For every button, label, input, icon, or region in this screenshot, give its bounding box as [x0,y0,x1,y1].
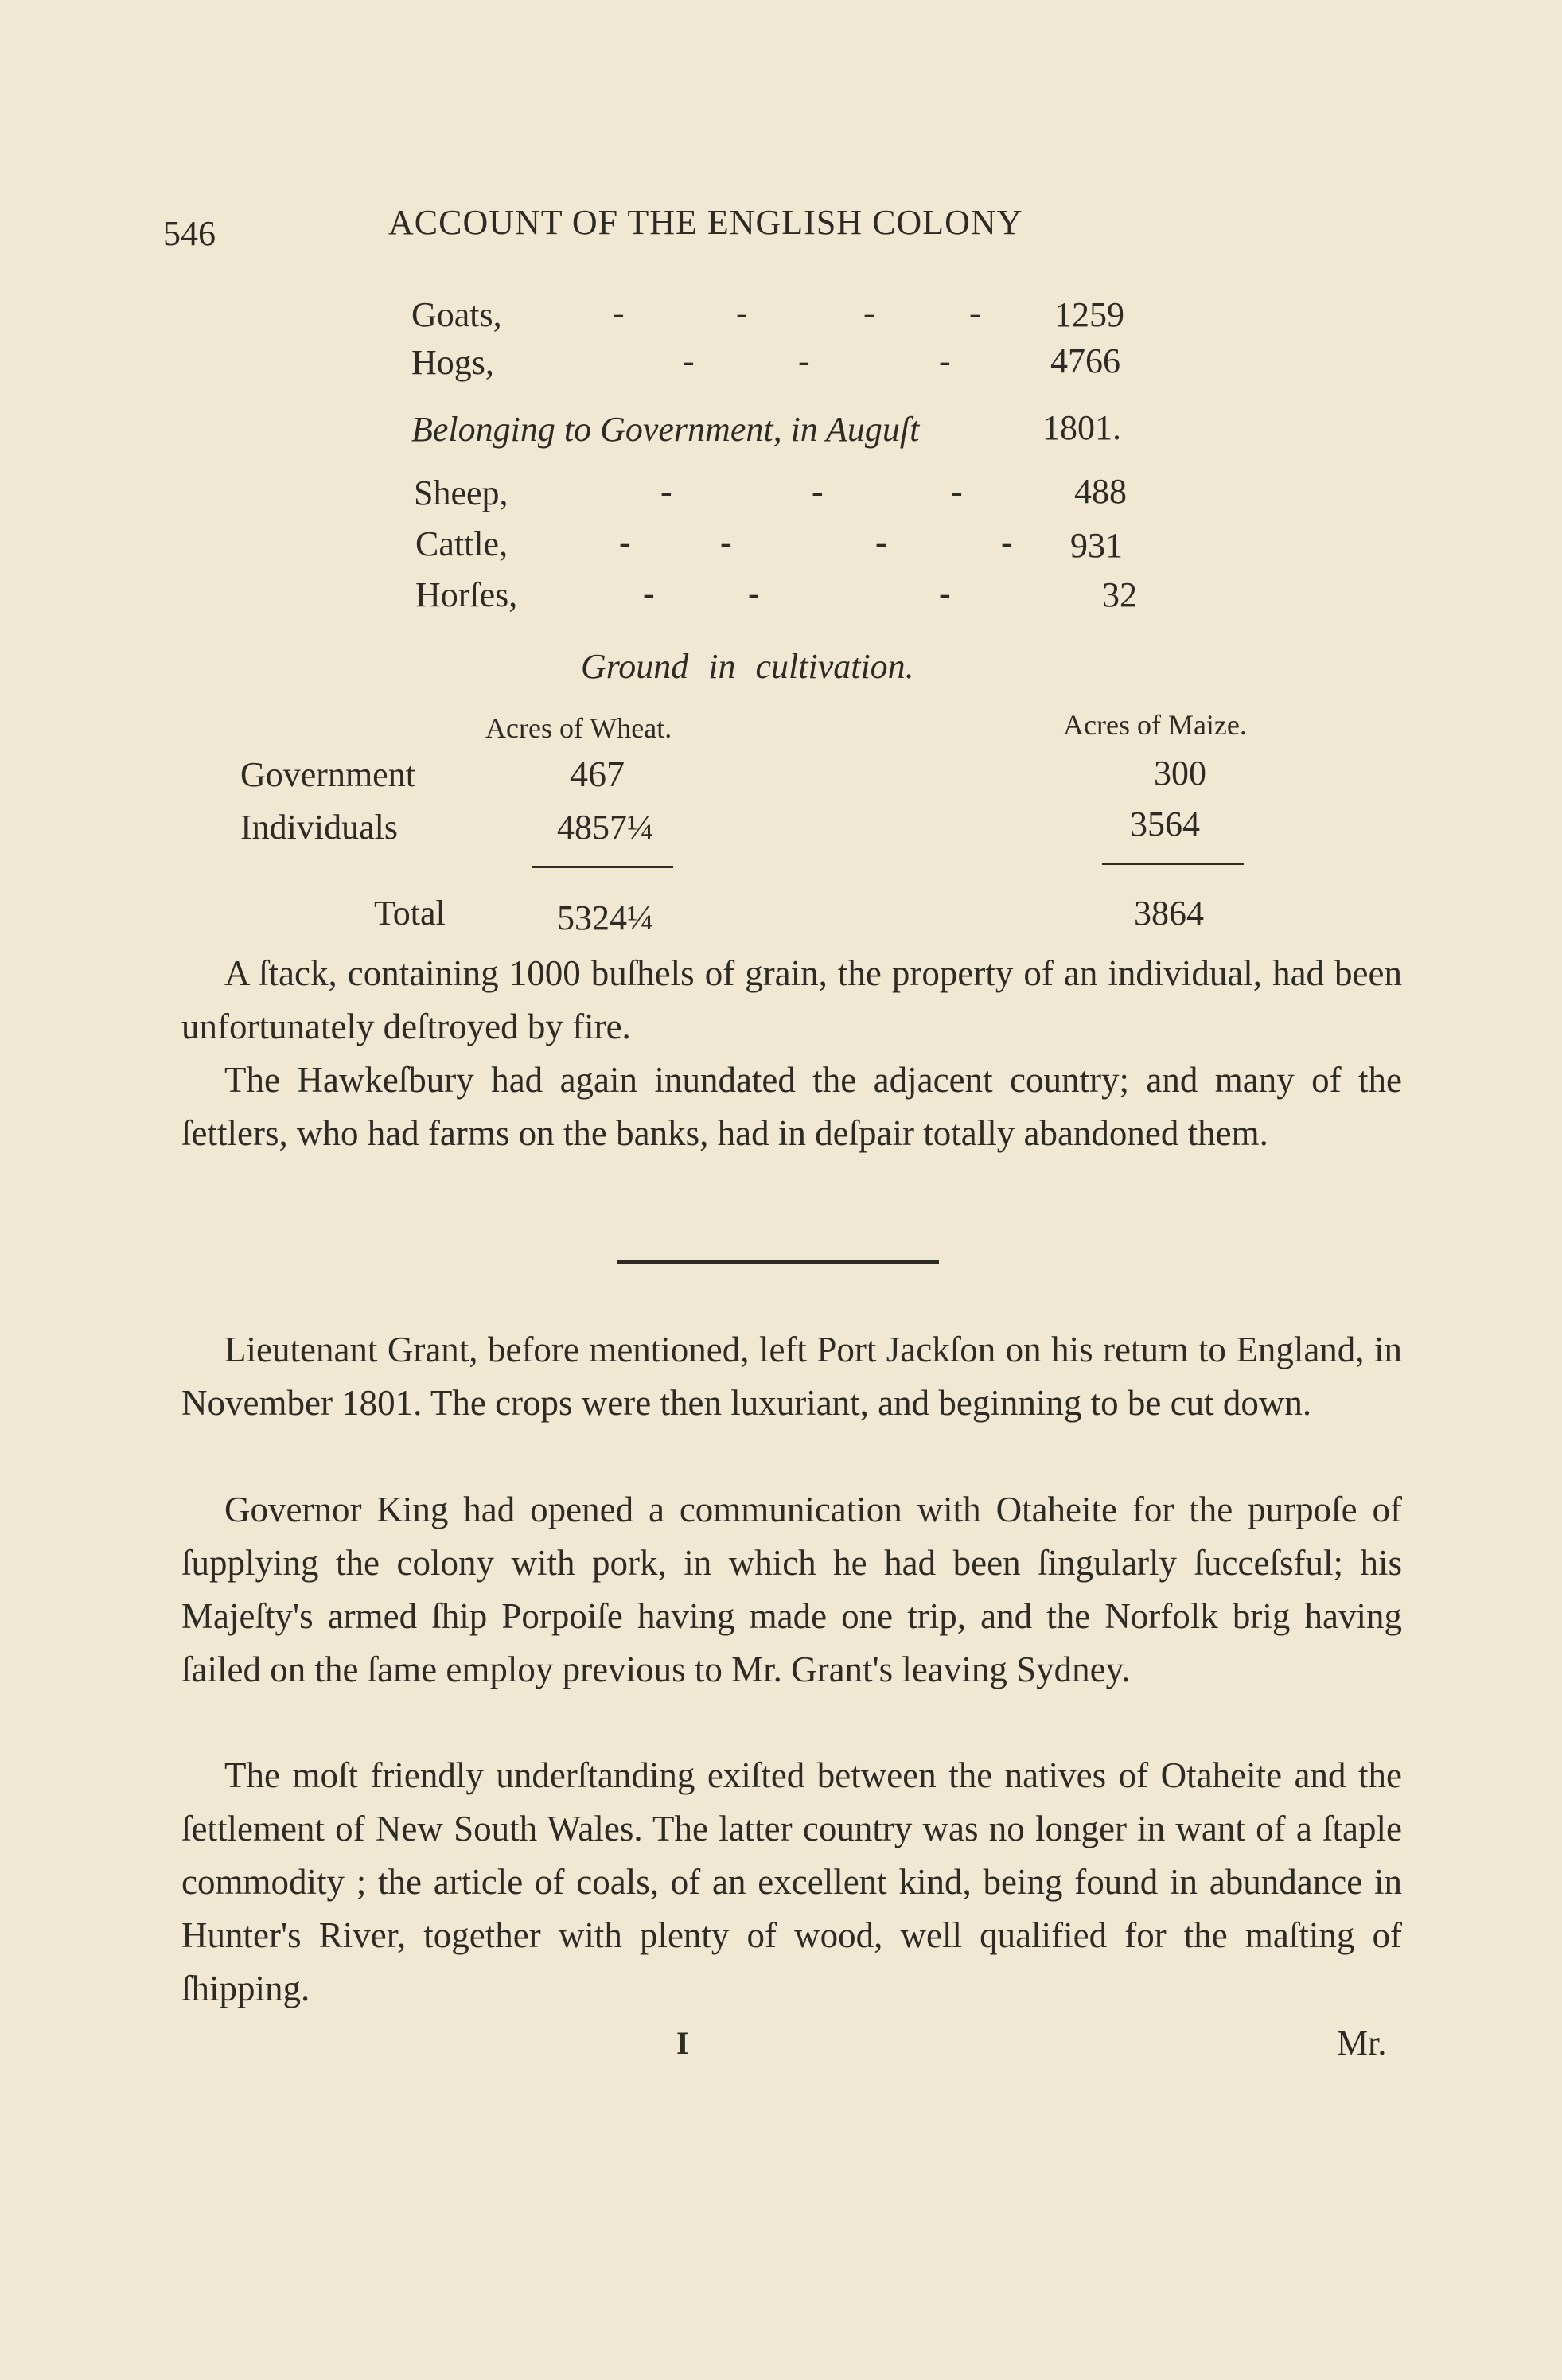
leader-dash: - [683,341,695,380]
paragraph-text: Lieutenant Grant, before mentioned, left Port Jackſon on his return to England, in November 1801. The crops were then luxuriant, and beginning to be cut down. [181,1330,1402,1423]
sum-rule [532,866,673,868]
paragraph-text: A ſtack, containing 1000 buſhels of grain, the property of an individual, had been unfortunately deſtroyed by fire. [181,953,1402,1046]
wheat-value: 467 [570,754,625,794]
leader-dash: - [798,341,810,380]
paragraph-text: The moſt friendly underſtanding exiſted between the natives of Otaheite and the ſettlement of New South Wales. The latter country was no longer in want of a ſtaple commodity ; the article of coals, of an excellent kind, being found in abundance in Hunter's River, together with plenty of wood, well qualified for the maſting of ſhipping. [181,1755,1402,2008]
livestock-label: Goats, [411,295,502,334]
sum-rule [1102,863,1244,865]
livestock-value: 4766 [1050,341,1120,380]
leader-dash: - [660,472,672,511]
leader-dash: - [1001,523,1013,562]
total-maize: 3864 [1134,894,1204,933]
leader-dash: - [951,472,963,511]
paragraph-text: The Hawkeſbury had again inundated the adjacent country; and many of the ſettlers, who had farms on the banks, had in deſpair totally abandoned them. [181,1060,1402,1153]
total-wheat: 5324¼ [557,898,653,937]
paragraph [181,1749,1402,2016]
livestock-value: 488 [1074,472,1127,511]
row-label: Government [240,755,415,794]
leader-dash: - [969,294,981,333]
row-label: Individuals [240,808,398,847]
leader-dash: - [939,574,951,613]
livestock-label: Cattle, [415,524,508,563]
livestock-value: 1259 [1054,295,1124,334]
signature-mark: I [676,2025,689,2061]
leader-dash: - [619,523,631,562]
paragraph [181,1054,1402,1160]
column-header-maize: Acres of Maize. [1063,709,1247,741]
maize-value: 3564 [1130,804,1200,843]
leader-dash: - [643,574,655,613]
government-heading-year: 1801. [1042,408,1121,447]
livestock-label: Hogs, [411,343,494,382]
column-header-wheat: Acres of Wheat. [485,712,672,744]
leader-dash: - [812,472,824,511]
leader-dash: - [613,294,625,333]
leader-dash: - [720,523,732,562]
paragraph-text: Governor King had opened a communication with Otaheite for the purpoſe of ſupplying the colony with pork, in which he had been ſingularly ſucceſsful; his Majeſty's armed ſhip Porpoiſe having made one trip, and the Norfolk brig having ſailed on the ſame employ previous to Mr. Grant's leaving Sydney. [181,1490,1402,1689]
ground-heading: Ground in cultivation. [581,647,914,686]
leader-dash: - [748,574,760,613]
paragraph [181,947,1402,1054]
livestock-value: 931 [1070,526,1123,565]
page-number: 546 [163,214,216,253]
maize-value: 300 [1154,754,1206,793]
leader-dash: - [863,294,875,333]
wheat-value: 4857¼ [557,808,653,847]
government-heading: Belonging to Government, in Auguſt [411,410,920,449]
paragraph [181,1323,1402,1430]
livestock-label: Horſes, [415,575,518,614]
total-label: Total [374,894,446,933]
leader-dash: - [736,294,748,333]
livestock-label: Sheep, [414,473,508,512]
leader-dash: - [939,341,951,380]
section-divider [617,1260,939,1264]
running-title: ACCOUNT OF THE ENGLISH COLONY [388,203,1023,242]
leader-dash: - [875,523,887,562]
livestock-value: 32 [1102,575,1137,614]
paragraph [181,1483,1402,1696]
catchword: Mr. [1337,2024,1387,2063]
